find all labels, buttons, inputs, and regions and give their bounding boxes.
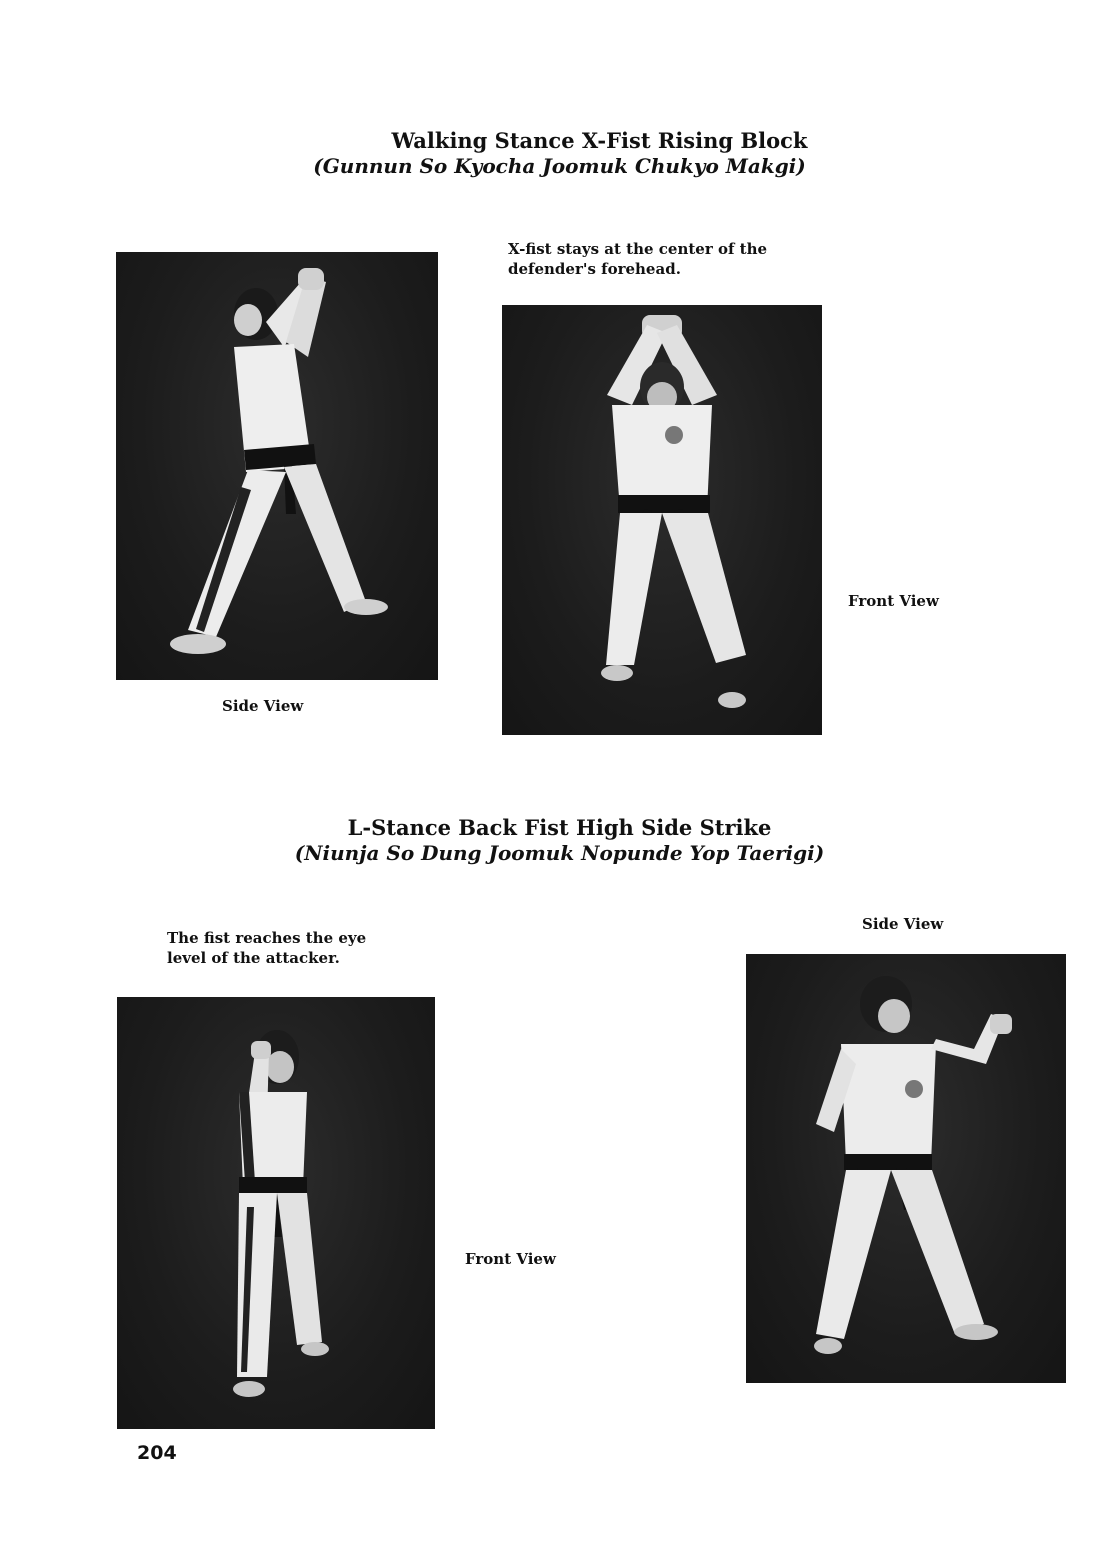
section2-note-line2: level of the attacker.	[167, 948, 340, 967]
figure-silhouette-front-strike	[117, 997, 435, 1429]
section2-title: L-Stance Back Fist High Side Strike	[347, 815, 772, 840]
section1-title: Walking Stance X-Fist Rising Block	[391, 128, 808, 153]
page-number: 204	[137, 1442, 177, 1464]
section1-front-view-label: Front View	[848, 592, 939, 610]
section1-front-view-photo	[502, 305, 822, 735]
section2-front-view-photo	[117, 997, 435, 1429]
section1-heading	[0, 128, 1119, 179]
section1-subtitle: (Gunnun So Kyocha Joomuk Chukyo Makgi)	[313, 154, 806, 179]
section2-subtitle: (Niunja So Dung Joomuk Nopunde Yop Taerigi)	[294, 841, 825, 866]
section2-heading	[0, 815, 1119, 866]
section1-note-line1: X-fist stays at the center of the	[508, 240, 768, 258]
figure-silhouette-side-block	[116, 252, 438, 680]
section1-side-view-photo	[116, 252, 438, 680]
section1-side-view-label: Side View	[222, 697, 304, 715]
section2-note	[167, 929, 366, 968]
section1-note	[508, 240, 767, 279]
section2-side-view-label: Side View	[862, 915, 944, 933]
section2-note-line1: The fist reaches the eye	[167, 929, 367, 947]
section1-note-line2: defender's forehead.	[508, 259, 681, 278]
section2-front-view-label: Front View	[465, 1250, 556, 1268]
section2-side-view-photo	[746, 954, 1066, 1383]
figure-silhouette-front-block	[502, 305, 822, 735]
figure-silhouette-side-strike	[746, 954, 1066, 1383]
